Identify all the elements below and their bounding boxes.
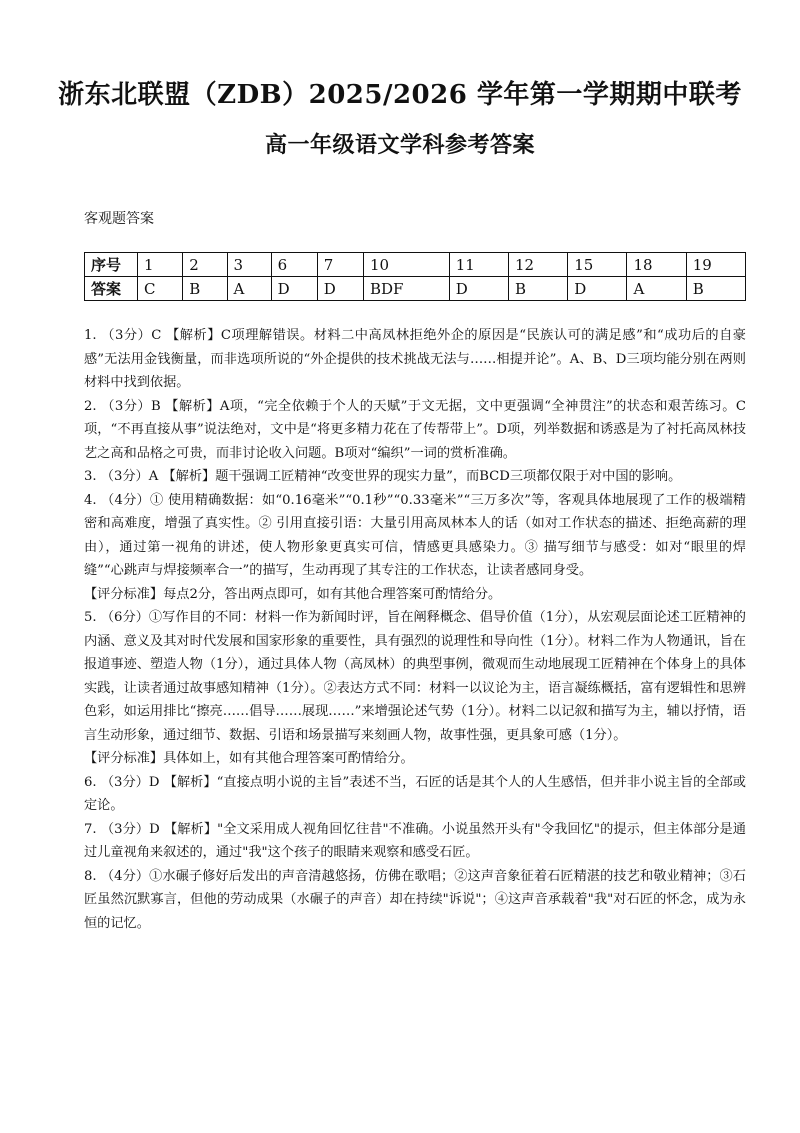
question-number: 19 xyxy=(686,253,745,277)
question-number: 11 xyxy=(449,253,508,277)
answer-cell: B xyxy=(183,277,227,301)
section-label: 客观题答案 xyxy=(84,211,154,227)
page-subtitle: 高一年级语文学科参考答案 xyxy=(264,132,535,158)
answer-cell: D xyxy=(317,277,363,301)
answer-cell: D xyxy=(449,277,508,301)
answer-cell: A xyxy=(627,277,686,301)
answer-paragraph: 1. （3分）C 【解析】C项理解错误。材料二中高凤林拒绝外企的原因是“民族认可的满足感”和“成功后的自豪感”无法用金钱衡量，而非选项所说的“外企提供的技术挑战无法与……相提并论”。A、B、D三项均能分别在两则材料中找到依据。 xyxy=(84,328,746,390)
answer-cell: BDF xyxy=(363,277,449,301)
answer-cell: B xyxy=(686,277,745,301)
answer-paragraph: 4. （4分）① 使用精确数据：如“0.16毫米”“0.1秒”“0.33毫米”“三万多次”等，客观具体地展现了工作的极端精密和高难度，增强了真实性。② 引用直接引语：大量引用高凤林本人的话（如对工作状态的描述、拒绝高薪的理由），通过第一视角的讲述，使人物形象更真实可信，情感更具感染力。③ 描写细节与感受：如对“眼里的焊缝”“心跳声与焊接频率合一”的描写，生动再现了其专注的工作状态，让读者感同身受。 xyxy=(84,492,746,578)
question-number: 6 xyxy=(271,253,317,277)
answer-explanations xyxy=(84,324,746,935)
answer-paragraph: 7. （3分）D 【解析】"全文采用成人视角回忆往昔"不准确。小说虽然开头有"令我回忆"的提示，但主体部分是通过儿童视角来叙述的，通过"我"这个孩子的眼睛来观察和感受石匠。 xyxy=(84,821,746,860)
question-number: 1 xyxy=(138,253,183,277)
answer-cell: D xyxy=(271,277,317,301)
answer-paragraph: 6. （3分）D 【解析】“直接点明小说的主旨”表述不当，石匠的话是其个人的人生感悟，但并非小说主旨的全部或定论。 xyxy=(84,774,746,813)
question-number: 15 xyxy=(568,253,627,277)
question-number: 10 xyxy=(363,253,449,277)
answer-cell: B xyxy=(508,277,567,301)
row-label-answer: 答案 xyxy=(85,277,138,301)
question-number: 12 xyxy=(508,253,567,277)
answer-paragraph: 3. （3分）A 【解析】题干强调工匠精神“改变世界的现实力量”，而BCD三项都仅限于对中国的影响。 xyxy=(84,469,682,484)
answer-cell: A xyxy=(227,277,271,301)
row-label-number: 序号 xyxy=(85,253,138,277)
page-title: 浙东北联盟（ZDB）2025/2026 学年第一学期期中联考 xyxy=(58,80,742,110)
question-number: 18 xyxy=(627,253,686,277)
question-number: 2 xyxy=(183,253,227,277)
answer-cell: D xyxy=(568,277,627,301)
number-row xyxy=(85,253,746,277)
answer-paragraph: 2. （3分）B 【解析】A项，“完全依赖于个人的天赋”于文无据，文中更强调“全神贯注”的状态和艰苦练习。C项，“不再直接从事”说法绝对，文中是“将更多精力花在了传帮带上”。D项，列举数据和诱惑是为了衬托高凤林技艺之高和品格之可贵，而非讨论收入问题。B项对“编织”一词的赏析准确。 xyxy=(84,398,746,461)
answer-table xyxy=(84,252,746,301)
answer-paragraph: 5. （6分）①写作目的不同：材料一作为新闻时评，旨在阐释概念、倡导价值（1分），从宏观层面论述工匠精神的内涵、意义及其对时代发展和国家形象的重要性，具有强烈的说理性和导向性（1分）。材料二作为人物通讯，旨在报道事迹、塑造人物（1分），通过具体人物（高凤林）的典型事例，微观而生动地展现工匠精神在个体身上的具体实践，让读者通过故事感知精神（1分）。②表达方式不同：材料一以议论为主，语言凝练概括，富有逻辑性和思辨色彩，如运用排比“擦亮……倡导……展现……”来增强论述气势（1分）。材料二以记叙和描写为主，辅以抒情，语言生动形象，通过细节、数据、引语和场景描写来刻画人物，故事性强，更具象可感（1分）。 xyxy=(84,610,746,743)
question-number: 7 xyxy=(317,253,363,277)
answer-row xyxy=(85,277,746,301)
question-number: 3 xyxy=(227,253,271,277)
scoring-note: 【评分标准】具体如上，如有其他合理答案可酌情给分。 xyxy=(84,751,414,766)
answer-cell: C xyxy=(138,277,183,301)
answer-paragraph: 8. （4分）①水碾子修好后发出的声音清越悠扬，仿佛在歌唱；②这声音象征着石匠精湛的技艺和敬业精神；③石匠虽然沉默寡言，但他的劳动成果（水碾子的声音）却在持续"诉说"；④这声音承载着"我"对石匠的怀念，成为永恒的记忆。 xyxy=(84,868,746,931)
scoring-note: 【评分标准】每点2分，答出两点即可，如有其他合理答案可酌情给分。 xyxy=(84,586,502,602)
